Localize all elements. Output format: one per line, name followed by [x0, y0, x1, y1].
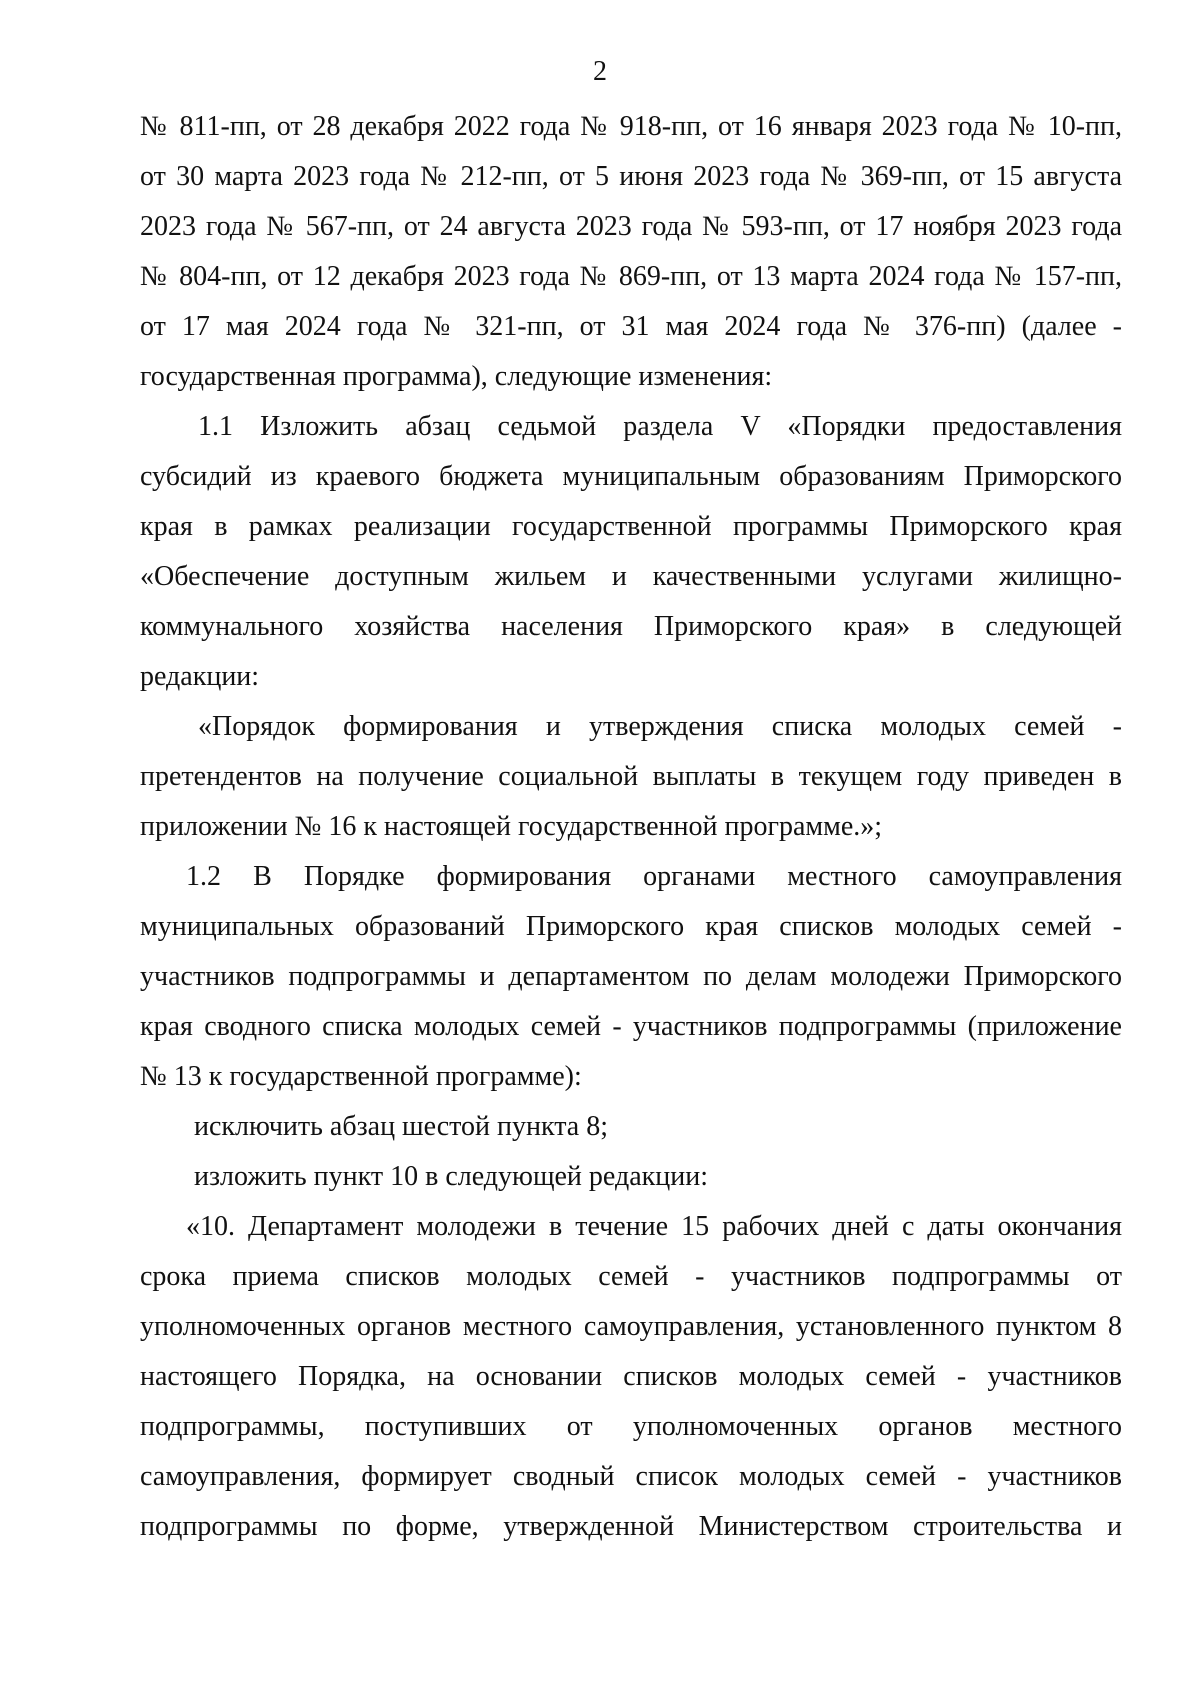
- text-line: от 17 мая 2024 года № 321-пп, от 31 мая 2024 года № 376-пп) (далее -: [140, 311, 1122, 342]
- text-line: настоящего Порядка, на основании списков молодых семей - участников: [140, 1361, 1122, 1392]
- document-body: [140, 102, 1122, 1552]
- text-line: коммунального хозяйства населения Приморского края» в следующей: [140, 611, 1122, 642]
- paragraph-restate-clause: [140, 1152, 1122, 1202]
- text-line: «10. Департамент молодежи в течение 15 рабочих дней с даты окончания: [186, 1211, 1122, 1242]
- text-line: исключить абзац шестой пункта 8;: [194, 1111, 609, 1142]
- text-line: № 811-пп, от 28 декабря 2022 года № 918-пп, от 16 января 2023 года № 10-пп,: [140, 111, 1122, 142]
- paragraph-amendments-list: [140, 102, 1122, 402]
- text-line: участников подпрограммы и департаментом по делам молодежи Приморского: [140, 961, 1122, 992]
- text-line: претендентов на получение социальной выплаты в текущем году приведен в: [140, 761, 1122, 792]
- text-line: «Порядок формирования и утверждения списка молодых семей -: [198, 711, 1122, 742]
- text-line: «Обеспечение доступным жильем и качественными услугами жилищно-: [140, 561, 1122, 592]
- text-line: 2023 года № 567-пп, от 24 августа 2023 года № 593-пп, от 17 ноября 2023 года: [140, 211, 1122, 242]
- paragraph-item-1-2: [140, 852, 1122, 1102]
- text-line: уполномоченных органов местного самоуправления, установленного пунктом 8: [140, 1311, 1122, 1342]
- text-line: субсидий из краевого бюджета муниципальным образованиям Приморского: [140, 461, 1122, 492]
- text-line: 1.1 Изложить абзац седьмой раздела V «Порядки предоставления: [198, 411, 1122, 442]
- paragraph-item-1-1: [140, 402, 1122, 702]
- paragraph-clause-10: [140, 1202, 1122, 1552]
- text-line: края сводного списка молодых семей - участников подпрограммы (приложение: [140, 1011, 1122, 1042]
- text-line: края в рамках реализации государственной программы Приморского края: [140, 511, 1122, 542]
- text-line: самоуправления, формирует сводный список молодых семей - участников: [140, 1461, 1122, 1492]
- text-line: срока приема списков молодых семей - участников подпрограммы от: [140, 1261, 1122, 1292]
- text-line: № 804-пп, от 12 декабря 2023 года № 869-пп, от 13 марта 2024 года № 157-пп,: [140, 261, 1122, 292]
- text-line: приложении № 16 к настоящей государственной программе.»;: [140, 811, 883, 842]
- text-line: 1.2 В Порядке формирования органами местного самоуправления: [186, 861, 1122, 892]
- paragraph-exclude-clause: [140, 1102, 1122, 1152]
- text-line: муниципальных образований Приморского края списков молодых семей -: [140, 911, 1122, 942]
- text-line: государственная программа), следующие изменения:: [140, 361, 773, 392]
- text-line: подпрограммы по форме, утвержденной Министерством строительства и: [140, 1511, 1122, 1542]
- text-line: № 13 к государственной программе):: [140, 1061, 582, 1092]
- paragraph-quoted-wording: [140, 702, 1122, 852]
- text-line: подпрограммы, поступивших от уполномоченных органов местного: [140, 1411, 1122, 1442]
- page-number: 2: [593, 56, 607, 87]
- text-line: редакции:: [140, 661, 260, 692]
- text-line: изложить пункт 10 в следующей редакции:: [194, 1161, 708, 1192]
- text-line: от 30 марта 2023 года № 212-пп, от 5 июня 2023 года № 369-пп, от 15 августа: [140, 161, 1122, 192]
